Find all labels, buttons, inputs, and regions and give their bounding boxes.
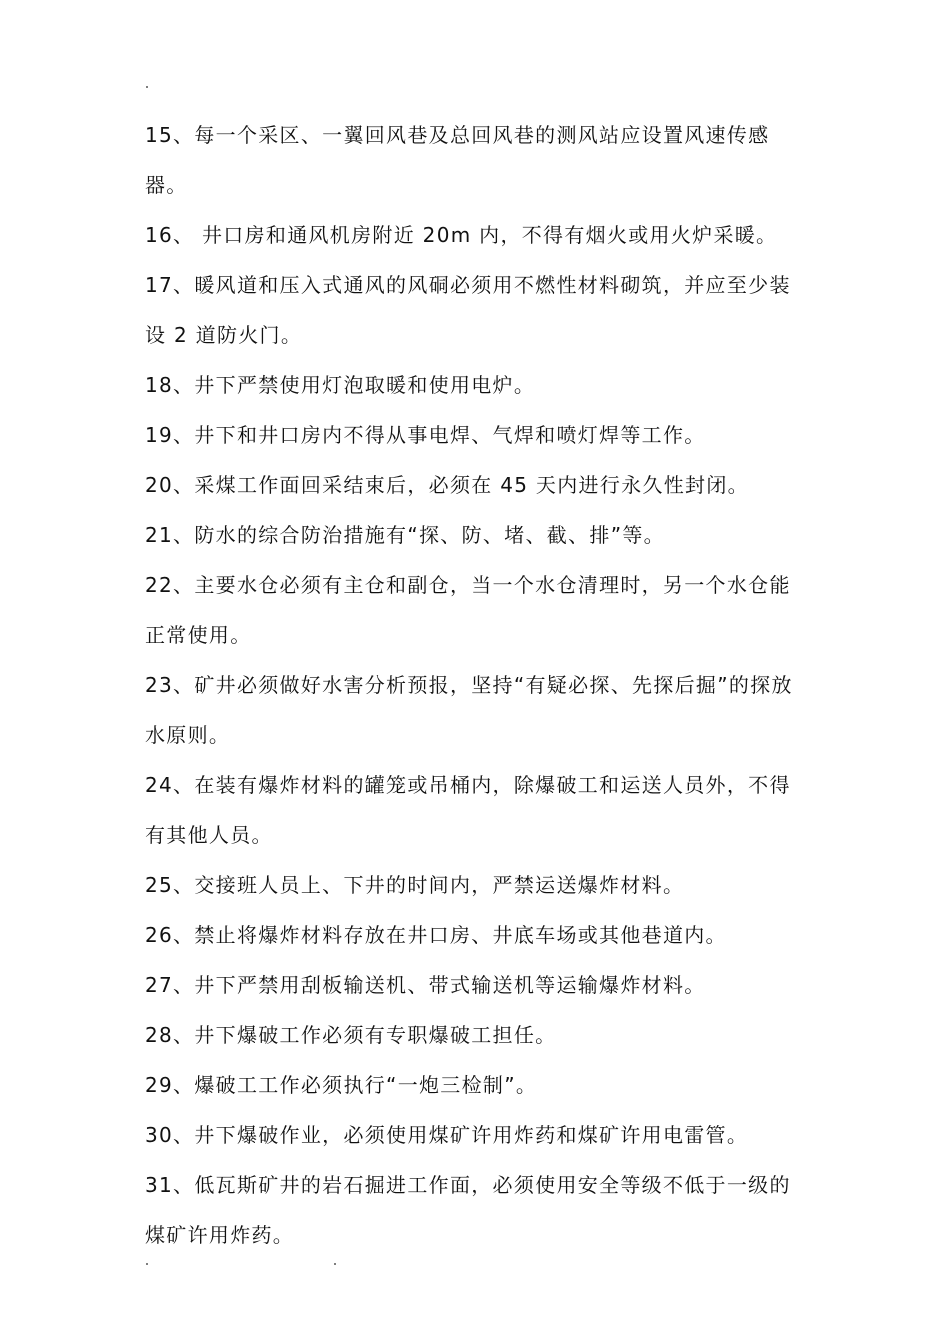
page-mark-bottom-center [334,1263,336,1265]
list-item: 21、防水的综合防治措施有“探、防、堵、截、排”等。 [145,523,665,547]
list-item: 18、井下严禁使用灯泡取暖和使用电炉。 [145,373,536,397]
page-mark-bottom-left [146,1263,148,1265]
list-item: 26、禁止将爆炸材料存放在井口房、井底车场或其他巷道内。 [145,923,727,947]
list-item: 16、 井口房和通风机房附近 20m 内，不得有烟火或用火炉采暖。 [145,223,778,247]
list-item: 15、每一个采区、一翼回风巷及总回风巷的测风站应设置风速传感器。 [145,123,770,197]
list-item: 28、井下爆破工作必须有专职爆破工担任。 [145,1023,557,1047]
list-item: 29、爆破工工作必须执行“一炮三检制”。 [145,1073,538,1097]
list-item: 27、井下严禁用刮板输送机、带式输送机等运输爆炸材料。 [145,973,706,997]
list-item: 17、暖风道和压入式通风的风硐必须用不燃性材料砌筑，并应至少装设 2 道防火门。 [145,273,791,347]
regulation-list [145,110,810,1260]
list-item: 30、井下爆破作业，必须使用煤矿许用炸药和煤矿许用电雷管。 [145,1123,749,1147]
list-item: 23、矿井必须做好水害分析预报，坚持“有疑必探、先探后掘”的探放水原则。 [145,673,793,747]
list-item: 20、采煤工作面回采结束后，必须在 45 天内进行永久性封闭。 [145,473,749,497]
list-item: 31、低瓦斯矿井的岩石掘进工作面，必须使用安全等级不低于一级的煤矿许用炸药。 [145,1173,791,1247]
list-item: 25、交接班人员上、下井的时间内，严禁运送爆炸材料。 [145,873,685,897]
page-mark-top [146,86,148,88]
list-item: 19、井下和井口房内不得从事电焊、气焊和喷灯焊等工作。 [145,423,706,447]
list-item: 24、在装有爆炸材料的罐笼或吊桶内，除爆破工和运送人员外，不得有其他人员。 [145,773,791,847]
list-item: 22、主要水仓必须有主仓和副仓，当一个水仓清理时，另一个水仓能正常使用。 [145,573,791,647]
